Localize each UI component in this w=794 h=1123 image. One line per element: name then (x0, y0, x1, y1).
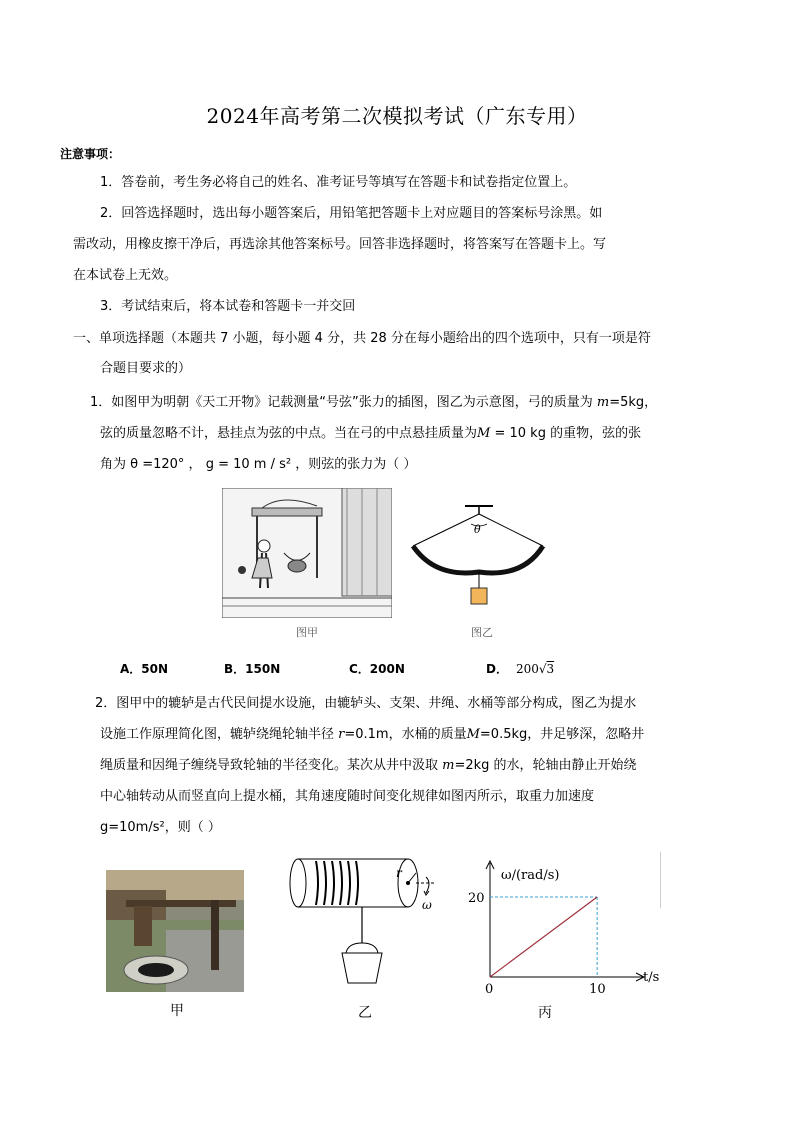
bow-schematic (405, 500, 550, 610)
woodcut-illustration (222, 488, 392, 618)
q1-line3: 角为 θ =120° ， g = 10 m / s² ，则弦的张力为（ ） (100, 457, 417, 472)
radius-label: r (396, 866, 402, 880)
theta-label: θ (474, 523, 481, 536)
notice-item-3: 3．考试结束后，将本试卷和答题卡一并交回 (100, 299, 356, 314)
x-axis-label: t/s (643, 970, 660, 985)
option-c[interactable]: C．200N (349, 662, 405, 676)
option-b[interactable]: B．150N (224, 662, 281, 676)
chart-caption: 丙 (538, 1005, 552, 1021)
q2-line2: 设施工作原理简化图，辘轳绕绳轮轴半径 r=0.1m，水桶的质量M=0.5kg，井足够深，忽略井 (100, 727, 645, 742)
x-tick-label: 10 (589, 982, 606, 997)
photo-caption: 甲 (170, 1003, 184, 1019)
angular-velocity-chart (465, 855, 665, 1000)
figure-divider (660, 852, 661, 908)
windlass-caption: 乙 (358, 1005, 372, 1021)
section-heading-line1: 一、单项选择题（本题共 7 小题，每小题 4 分，共 28 分在每小题给出的四个选项中，只有一项是符 (73, 331, 651, 346)
q2-line4: 中心轴转动从而竖直向上提水桶，其角速度随时间变化规律如图丙所示，取重力加速度 (100, 789, 595, 804)
origin-label: 0 (485, 982, 494, 997)
q2-line5: g=10m/s²，则（ ） (100, 820, 221, 835)
figure-b-caption: 图乙 (471, 626, 493, 639)
option-d[interactable]: D． 200√3 (486, 662, 555, 676)
q1-line2: 弦的质量忽略不计，悬挂点为弦的中点。当在弓的中点悬挂质量为M = 10 kg 的重物，弦的张 (100, 426, 642, 441)
section-heading-line2: 合题目要求的） (100, 361, 192, 376)
y-tick-label: 20 (468, 891, 485, 906)
omega-label: ω (422, 898, 432, 912)
y-axis-label: ω/(rad/s) (501, 868, 560, 883)
q2-line3: 绳质量和因绳子缠绕导致轮轴的半径变化。某次从井中汲取 m=2kg 的水，轮轴由静止开始绕 (100, 758, 637, 773)
q2-line1: 2．图甲中的辘轳是古代民间提水设施，由辘轳头、支架、井绳、水桶等部分构成，图乙为提水 (95, 696, 637, 711)
notice-item-1: 1．答卷前，考生务必将自己的姓名、准考证号等填写在答题卡和试卷指定位置上。 (100, 175, 577, 190)
notice-item-2-line2: 需改动，用橡皮擦干净后，再选涂其他答案标号。回答非选择题时，将答案写在答题卡上。写 (73, 237, 607, 252)
page-title: 2024年高考第二次模拟考试（广东专用） (206, 104, 588, 128)
windlass-schematic (288, 855, 438, 1000)
notice-item-2-line1: 2．回答选择题时，选出每小题答案后，用铅笔把答题卡上对应题目的答案标号涂黑。如 (100, 206, 603, 221)
q1-line1: 1．如图甲为明朝《天工开物》记载测量“号弦”张力的插图，图乙为示意图，弓的质量为 m=5kg， (90, 395, 658, 410)
option-a[interactable]: A．50N (120, 662, 169, 676)
notice-item-2-line3: 在本试卷上无效。 (73, 268, 178, 283)
well-photo (106, 870, 244, 992)
notice-heading: 注意事项： (60, 147, 121, 161)
series-line (490, 897, 597, 977)
figure-a-caption: 图甲 (296, 626, 318, 639)
